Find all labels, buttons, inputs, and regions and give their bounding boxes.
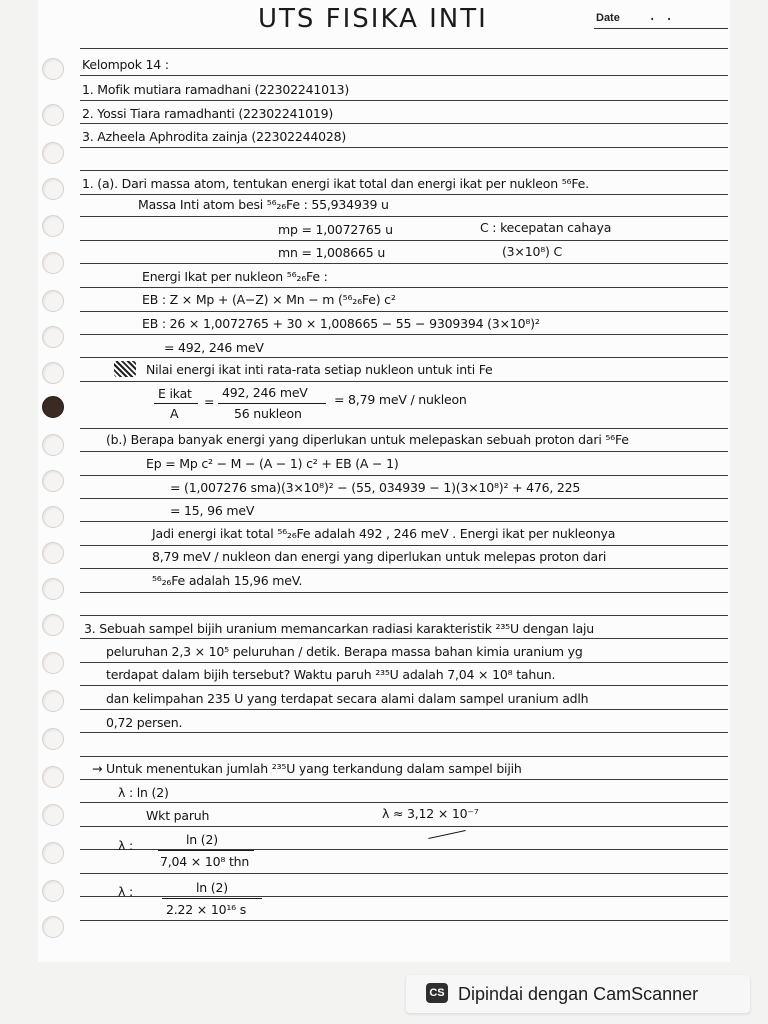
camscanner-watermark <box>406 975 750 1013</box>
q3-question-line: dan kelimpahan 235 U yang terdapat secara alami dalam sampel uranium adlh <box>106 691 589 706</box>
ruled-line <box>80 48 728 49</box>
q1-question: 1. (a). Dari massa atom, tentukan energi ikat total dan energi ikat per nukleon ⁵⁶Fe. <box>82 176 589 191</box>
q1-conclusion-line: ⁵⁶₂₆Fe adalah 15,96 meV. <box>152 573 303 588</box>
binder-hole <box>42 766 64 788</box>
ruled-line <box>80 896 728 897</box>
ruled-line <box>80 521 728 522</box>
camscanner-logo-icon: CS <box>426 983 448 1003</box>
ruled-line <box>80 685 728 686</box>
q3-lambda1-top: λ : ln (2) <box>118 785 169 800</box>
q1-mass-fe: Massa Inti atom besi ⁵⁶₂₆Fe : 55,934939 u <box>138 197 389 212</box>
q1-frac-left-bottom: A <box>170 406 179 421</box>
q1-mp: mp = 1,0072765 u <box>278 222 393 237</box>
date-line <box>594 28 728 29</box>
date-label: Date <box>596 12 620 24</box>
fraction-bar <box>158 850 254 851</box>
fraction-bar <box>154 403 198 404</box>
ruled-line <box>80 592 728 593</box>
q3-lambda2-label: λ : <box>118 838 133 853</box>
ruled-line <box>80 920 728 921</box>
q3-question-line: peluruhan 2,3 × 10⁵ peluruhan / detik. Berapa massa bahan kimia uranium yg <box>106 644 583 659</box>
ruled-line <box>80 826 728 827</box>
ruled-line <box>80 451 728 452</box>
q1-mn: mn = 1,008665 u <box>278 245 386 260</box>
q3-lambda1-bottom: Wkt paruh <box>146 808 210 823</box>
ruled-line <box>80 123 728 124</box>
fraction-bar <box>218 403 326 404</box>
binder-hole <box>42 252 64 274</box>
group-member: 2. Yossi Tiara ramadhanti (22302241019) <box>82 106 334 121</box>
q1b-question: (b.) Berapa banyak energi yang diperlukan untuk melepaskan sebuah proton dari ⁵⁶Fe <box>106 432 629 447</box>
equals-sign: = <box>204 394 215 409</box>
group-member: 3. Azheela Aphrodita zainja (22302244028) <box>82 129 347 144</box>
q1-c-val: (3×10⁸) C <box>502 244 562 259</box>
binder-hole <box>42 578 64 600</box>
ruled-line <box>80 545 728 546</box>
binder-hole <box>42 842 64 864</box>
q1-eb-formula: EB : Z × Mp + (A−Z) × Mn − m (⁵⁶₂₆Fe) c² <box>142 292 396 307</box>
binder-hole <box>42 215 64 237</box>
q1b-ep-numbers: = (1,007276 sma)(3×10⁸)² − (55, 034939 − 1)(3×10⁸)² + 476, 225 <box>170 480 581 495</box>
ruled-line <box>80 732 728 733</box>
page-title: UTS FISIKA INTI <box>258 4 488 34</box>
q1-frac-right-bottom: 56 nukleon <box>234 406 302 421</box>
ruled-line <box>80 170 728 171</box>
q3-lambda2-bottom: 7,04 × 10⁸ thn <box>160 854 250 869</box>
binder-hole <box>42 290 64 312</box>
q3-lambda2-top: ln (2) <box>186 832 218 847</box>
binder-hole <box>42 434 64 456</box>
ruled-line <box>80 475 728 476</box>
ruled-line <box>80 638 728 639</box>
q1b-ep-result: = 15, 96 meV <box>170 503 255 518</box>
ruled-line <box>80 334 728 335</box>
ruled-line <box>80 381 728 382</box>
date-value: . . <box>648 8 674 24</box>
binder-hole <box>42 880 64 902</box>
q3-lambda3-label: λ : <box>118 884 133 899</box>
ruled-line <box>80 147 728 148</box>
ruled-line <box>80 75 728 76</box>
binder-hole <box>42 728 64 750</box>
ruled-line <box>80 709 728 710</box>
binder-hole <box>42 470 64 492</box>
q1-avg-note: Nilai energi ikat inti rata-rata setiap nukleon untuk inti Fe <box>146 362 493 377</box>
q1-frac-result: = 8,79 meV / nukleon <box>334 392 467 407</box>
group-member: 1. Mofik mutiara ramadhani (22302241013) <box>82 82 350 97</box>
ruled-line <box>80 873 728 874</box>
binder-hole <box>42 690 64 712</box>
q1-frac-right-top: 492, 246 meV <box>222 385 308 400</box>
q1-conclusion-line: 8,79 meV / nukleon dan energi yang diperlukan untuk melepas proton dari <box>152 549 607 564</box>
group-heading: Kelompok 14 : <box>82 57 169 72</box>
binder-hole-dark <box>42 396 64 418</box>
binder-hole <box>42 362 64 384</box>
ruled-line <box>80 779 728 780</box>
ruled-line <box>80 615 728 616</box>
q1-binding-title: Energi Ikat per nukleon ⁵⁶₂₆Fe : <box>142 269 328 284</box>
q3-lambda3-bottom: 2.22 × 10¹⁶ s <box>166 902 247 917</box>
ruled-line <box>80 287 728 288</box>
q1-conclusion-line: Jadi energi ikat total ⁵⁶₂₆Fe adalah 492 , 246 meV . Energi ikat per nukleonya <box>152 526 616 541</box>
binder-hole <box>42 916 64 938</box>
binder-hole <box>42 178 64 200</box>
ruled-line <box>80 311 728 312</box>
q3-lambda-approx: λ ≈ 3,12 × 10⁻⁷ <box>382 806 479 821</box>
binder-hole <box>42 58 64 80</box>
binder-hole <box>42 506 64 528</box>
q1-c-def: C : kecepatan cahaya <box>480 220 612 235</box>
ruled-line <box>80 498 728 499</box>
ruled-line <box>80 756 728 757</box>
binder-hole <box>42 614 64 636</box>
camscanner-text: Dipindai dengan CamScanner <box>458 984 699 1004</box>
q1-eb-numbers: EB : 26 × 1,0072765 + 30 × 1,008665 − 55 − 9309394 (3×10⁸)² <box>142 316 540 331</box>
fraction-bar <box>162 898 262 899</box>
q3-lambda3-top: ln (2) <box>196 880 228 895</box>
ruled-line <box>80 194 728 195</box>
ruled-line <box>80 428 728 429</box>
q1-frac-left-top: E ikat <box>158 386 192 401</box>
q3-question-line: terdapat dalam bijih tersebut? Waktu paruh ²³⁵U adalah 7,04 × 10⁸ tahun. <box>106 667 556 682</box>
binder-hole <box>42 104 64 126</box>
scribble-mark <box>114 361 136 377</box>
ruled-line <box>80 568 728 569</box>
q3-question-line: 0,72 persen. <box>106 715 183 730</box>
q3-question-line: 3. Sebuah sampel bijih uranium memancarkan radiasi karakteristik ²³⁵U dengan laju <box>84 621 595 636</box>
q1-eb-result: = 492, 246 meV <box>164 340 264 355</box>
ruled-line <box>80 662 728 663</box>
ruled-line <box>80 263 728 264</box>
q3-step-intro: → Untuk menentukan jumlah ²³⁵U yang terkandung dalam sampel bijih <box>92 761 522 776</box>
binder-hole <box>42 326 64 348</box>
binder-hole <box>42 804 64 826</box>
binder-hole <box>42 542 64 564</box>
binder-hole <box>42 142 64 164</box>
ruled-line <box>80 100 728 101</box>
ruled-line <box>80 802 728 803</box>
ruled-line <box>80 357 728 358</box>
ruled-line <box>80 240 728 241</box>
ruled-line <box>80 216 728 217</box>
binder-hole <box>42 652 64 674</box>
q1b-ep-formula: Ep = Mp c² − M − (A − 1) c² + EB (A − 1) <box>146 456 399 471</box>
